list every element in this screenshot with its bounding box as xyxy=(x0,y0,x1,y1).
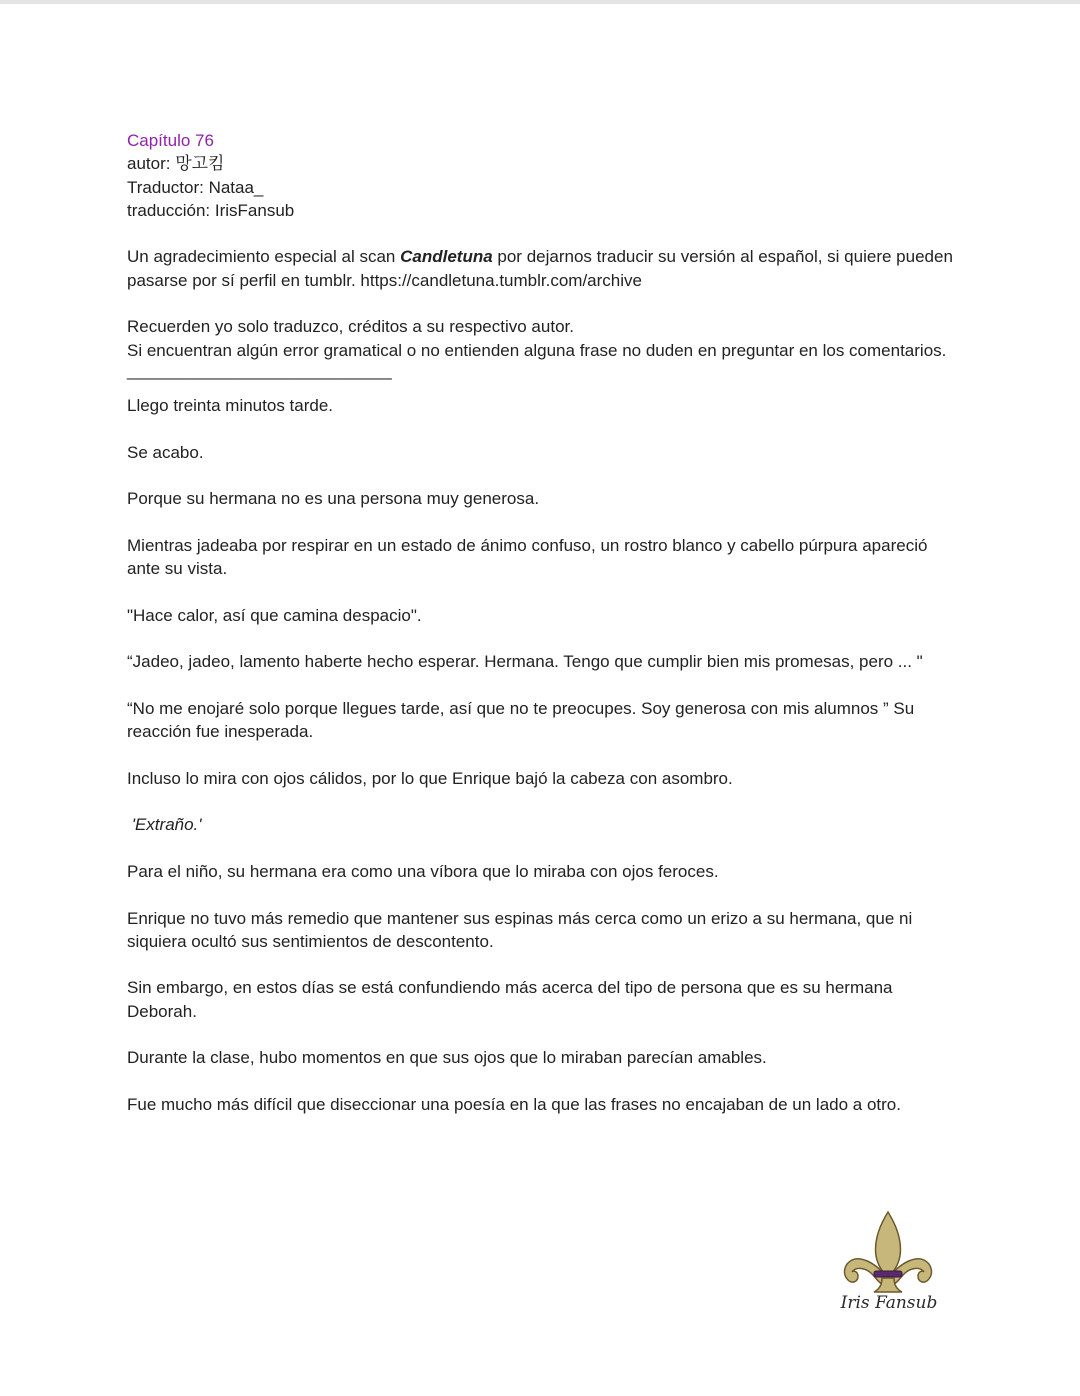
top-border xyxy=(0,0,1080,4)
story-paragraph: “Jadeo, jadeo, lamento haberte hecho esperar. Hermana. Tengo que cumplir bien mis promesas, pero ... " xyxy=(127,652,923,672)
fleur-center-petal xyxy=(876,1212,901,1276)
divider-line: ____________________________ xyxy=(127,360,392,380)
story-paragraph: Enrique no tuvo más remedio que mantener sus espinas más cerca como un erizo a su hermana, que ni siquiera ocultó sus sentimientos de descontento. xyxy=(127,908,913,951)
story-paragraph: Mientras jadeaba por respirar en un estado de ánimo confuso, un rostro blanco y cabello púrpura apareció ante su vista. xyxy=(127,535,928,579)
scan-name: Candletuna xyxy=(400,247,493,267)
logo-text: Iris Fansub xyxy=(840,1293,938,1313)
translation-line: traducción: IrisFansub xyxy=(127,200,295,220)
note-line-2: Si encuentran algún error gramatical o no entienden alguna frase no duden en preguntar en los comentarios. xyxy=(127,340,947,360)
document-body xyxy=(127,129,957,1116)
story-paragraph: Para el niño, su hermana era como una víbora que lo miraba con ojos feroces. xyxy=(127,861,719,881)
story-paragraph: Porque su hermana no es una persona muy generosa. xyxy=(127,489,540,509)
thanks-suffix: por dejarnos traducir su versión al español, si quiere pueden pasarse por sí perfil en tumblr. https://candletuna.tumblr.com/archive xyxy=(127,247,953,290)
story-paragraph: Llego treinta minutos tarde. xyxy=(127,395,334,415)
story-paragraph-italic: 'Extraño.' xyxy=(127,815,202,835)
translator-line: Traductor: Nataa_ xyxy=(127,177,264,197)
story-paragraph: Fue mucho más difícil que diseccionar una poesía en la que las frases no encajaban de un lado a otro. xyxy=(127,1094,901,1114)
story-paragraph: “No me enojaré solo porque llegues tarde, así que no te preocupes. Soy generosa con mis alumnos ” Su reacción fue inesperada. xyxy=(127,698,915,742)
thanks-paragraph xyxy=(127,245,957,292)
story-paragraph: Se acabo. xyxy=(127,442,204,462)
thanks-prefix: Un agradecimiento especial al scan xyxy=(127,247,401,267)
fleur-band xyxy=(874,1271,902,1277)
story-paragraph: Durante la clase, hubo momentos en que sus ojos que lo miraban parecían amables. xyxy=(127,1048,767,1068)
author-line: autor: 망고킴 xyxy=(127,154,225,174)
note-line-1: Recuerden yo solo traduzco, créditos a su respectivo autor. xyxy=(127,317,574,337)
story-paragraph: Incluso lo mira con ojos cálidos, por lo que Enrique bajó la cabeza con asombro. xyxy=(127,768,733,788)
story-paragraph: Sin embargo, en estos días se está confundiendo más acerca del tipo de persona que es su hermana Deborah. xyxy=(127,978,893,1021)
story-paragraph: "Hace calor, así que camina despacio". xyxy=(127,605,422,625)
chapter-title: Capítulo 76 xyxy=(127,131,214,150)
